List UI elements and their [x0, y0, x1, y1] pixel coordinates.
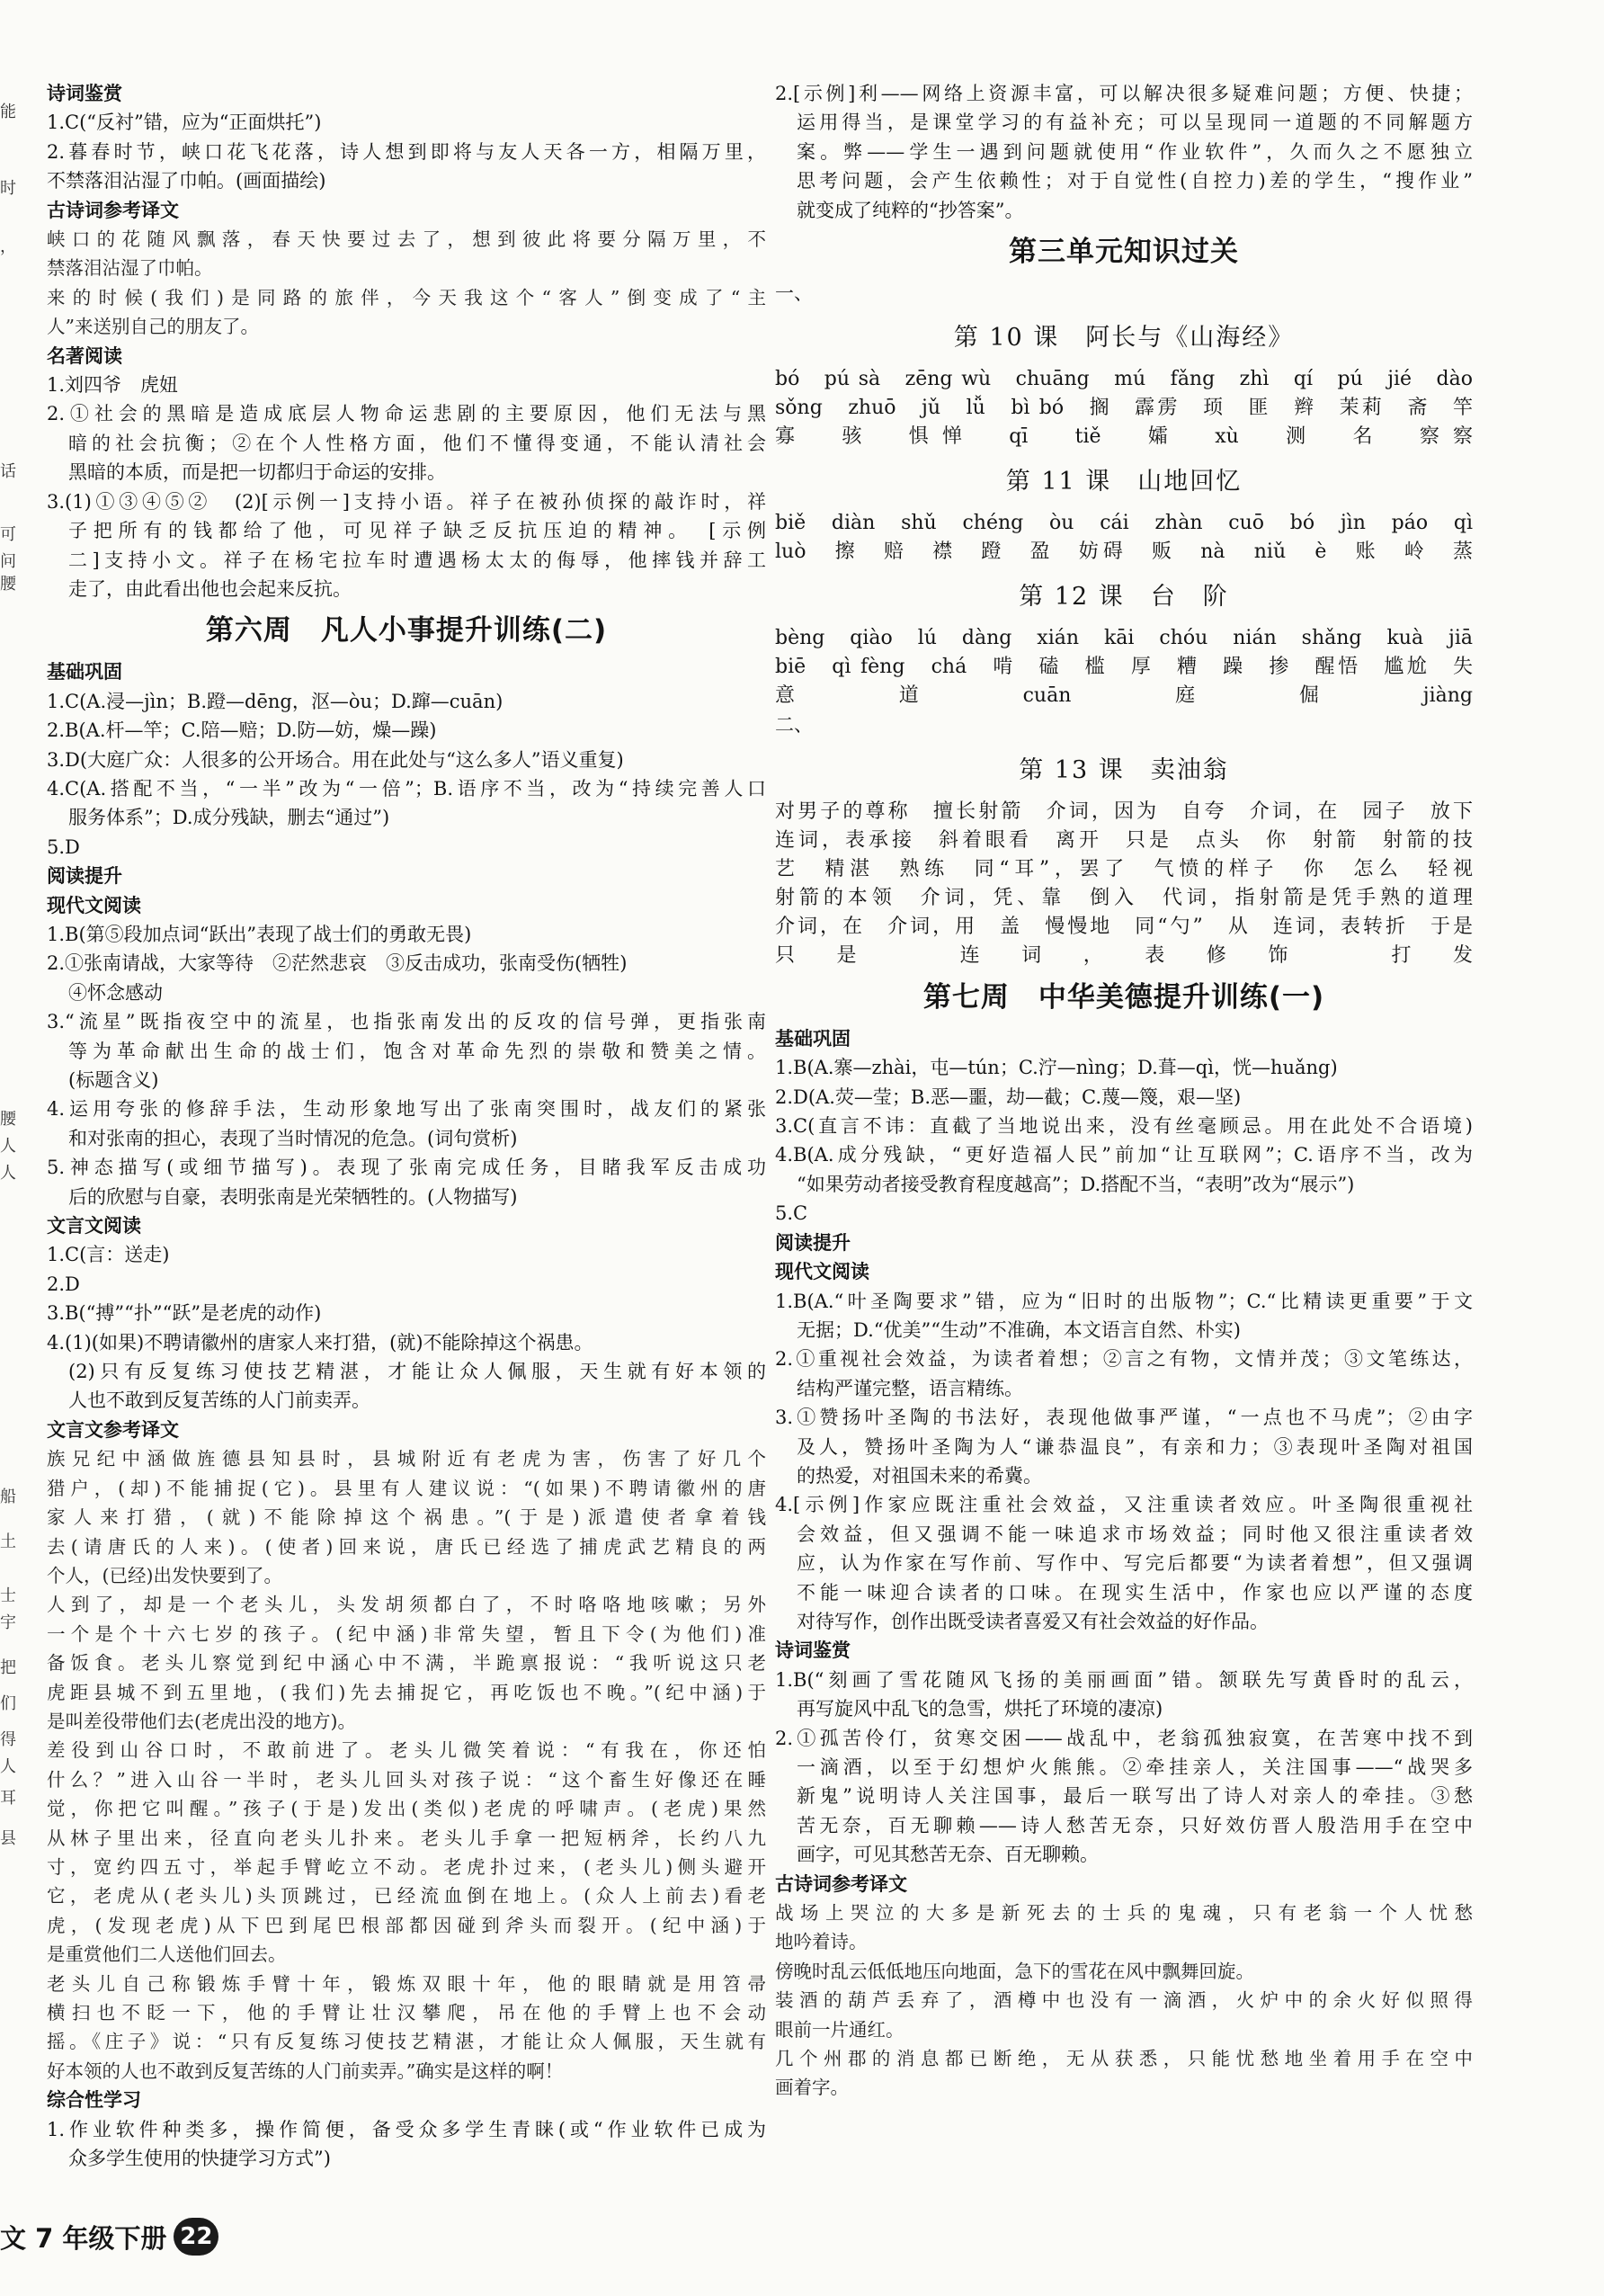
spine-char: 问 — [0, 552, 16, 571]
left-line-43: (2)只有反复练习使技艺精湛，才能让众人佩服，天生就有好本领的 — [68, 1361, 766, 1383]
left-line-34: 4.运用夸张的修辞手法，生动形象地写出了张南突围时，战友们的紧张 — [47, 1098, 766, 1121]
right-line-30: 3.C(直言不讳：直截了当地说出来，没有丝毫顾忌。用在此处不合语境) — [775, 1115, 1473, 1138]
left-trans-54: 虎距县城不到五里地，(我们)先去捕捉它，再吃饭也不晚。”(纪中涵)于 — [47, 1681, 766, 1703]
right-line-39: 结构严谨完整，语言精练。 — [797, 1377, 1023, 1399]
left-trans-6: 禁落泪沾湿了巾帕。 — [47, 257, 213, 280]
left-trans-60: 寸，宽约四五寸，举起手臂屹立不动。老虎扑过来，(老头儿)侧头避开 — [47, 1855, 766, 1878]
right-lesson-19: 第 13 课 卖油翁 — [1019, 755, 1229, 784]
spine-char: 士 — [0, 1586, 16, 1605]
left-line-2: 2.暮春时节，峡口花飞花落，诗人想到即将与友人天各一方，相隔万里， — [47, 140, 766, 163]
right-sub-35: 现代文阅读 — [775, 1261, 869, 1283]
left-sub-9: 名著阅读 — [47, 344, 122, 367]
left-line-11: 2.①社会的黑暗是造成底层人物命运悲剧的主要原因，他们无法与黑 — [47, 403, 766, 425]
left-sub-0: 诗词鉴赏 — [47, 83, 122, 104]
right-line-45: 应，认为作家在写作前、写作中、写完后都要“为读者着想”，但又强调 — [797, 1552, 1473, 1575]
left-line-15: 子把所有的钱都给了他，可见祥子缺乏反抗压迫的精神。 [示例 — [68, 520, 766, 542]
right-line-42: 的热爱，对祖国未来的希冀。 — [797, 1464, 1042, 1487]
right-line-44: 会效益，但又强调不能一味追求市场效益；同时他又很注重读者效 — [797, 1523, 1473, 1545]
right-vocab-9: sǒng zhuō jǔ lǚ bì bó 搁 霹雳 顼 匪 辫 茉莉 斋 竿 — [775, 397, 1473, 420]
right-line-3: 思考问题，会产生依赖性；对于自觉性(自控力)差的学生，“搜作业” — [797, 170, 1473, 192]
left-line-10: 1.刘四爷 虎妞 — [47, 374, 179, 397]
left-line-39: 1.C(言：送走) — [47, 1244, 170, 1266]
left-trans-67: 好本领的人也不敢到反复苦练的人门前卖弄。”确实是这样的啊！ — [47, 2059, 564, 2082]
left-trans-59: 从林子里出来，径直向老头儿扑来。老头儿手拿一把短柄斧，长约八九 — [47, 1827, 766, 1849]
right-vocab-25: 只是 连词，表修饰 打发 — [775, 943, 1473, 967]
left-line-35: 和对张南的担心，表现了当时情况的危急。(词句赏析) — [68, 1127, 518, 1149]
right-trans-57: 战场上哭泣的大多是新死去的士兵的鬼魂，只有老翁一个人忧愁 — [775, 1902, 1473, 1925]
spine-char: 腰 — [0, 575, 16, 594]
right-sub-48: 诗词鉴赏 — [775, 1639, 851, 1662]
left-line-21: 2.B(A.杆—竿；C.陪—赔；D.防—妨，燥—躁) — [47, 719, 437, 742]
right-vocab-20: 对男子的尊称 擅长射箭 介词，因为 自夸 介词，在 园子 放下 — [775, 800, 1473, 823]
left-line-1: 1.C(“反衬”错，应为“正面烘托”) — [47, 112, 322, 134]
left-sub-68: 综合性学习 — [47, 2089, 141, 2112]
left-sub-27: 现代文阅读 — [47, 894, 141, 916]
right-heading-26: 第七周 中华美德提升训练(一) — [922, 980, 1325, 1014]
right-line-51: 2.①孤苦伶仃，贫寒交困——战乱中，老翁孤独寂寞，在苦寒中找不到 — [775, 1727, 1473, 1749]
right-vocab-16: biē qì fèng chá 啃 磕 槛 厚 糟 躁 掺 醒悟 尴尬 失 — [775, 656, 1473, 679]
right-vocab-21: 连词，表承接 斜着眼看 离开 只是 点头 你 射箭 射箭的技 — [775, 828, 1473, 852]
left-trans-51: 人到了，却是一个老头儿，头发胡须都白了，不时咯咯地咳嗽；另外 — [47, 1594, 766, 1616]
left-trans-61: 它，老虎从(老头儿)头顶跳过，已经流血倒在地上。(众人上前去)看老 — [47, 1885, 766, 1907]
page-footer — [0, 2214, 218, 2259]
right-heading-5: 第三单元知识过关 — [1009, 236, 1239, 269]
spine-char: 宇 — [0, 1613, 16, 1632]
right-line-33: 5.C — [775, 1202, 808, 1225]
left-line-44: 人也不敢到反复苦练的人门前卖弄。 — [68, 1389, 370, 1412]
spine-char: 船 — [0, 1487, 16, 1506]
left-trans-47: 猎户，(却)不能捕捉(它)。县里有人建议说：“(如果)不聘请徽州的唐 — [47, 1477, 766, 1499]
right-line-49: 1.B(“刻画了雪花随风飞扬的美丽画面”错。颔联先写黄昏时的乱云， — [775, 1668, 1473, 1691]
left-line-22: 3.D(大庭广众：人很多的公开场合。用在此处与“这么多人”语义重复) — [47, 748, 624, 771]
right-line-6: 一、 — [775, 282, 813, 305]
spine-char: 可 — [0, 525, 16, 544]
right-line-54: 苦无奈，百无聊赖——诗人愁苦无奈，只好效仿晋人殷浩用手在空中 — [797, 1814, 1473, 1836]
right-lesson-7: 第 10 课 阿长与《山海经》 — [953, 324, 1295, 353]
right-lesson-11: 第 11 课 山地回忆 — [1005, 468, 1243, 496]
left-line-3: 不禁落泪沾湿了巾帕。(画面描绘) — [47, 170, 326, 192]
left-line-69: 1.作业软件种类多，操作简便，备受众多学生青睐(或“作业软件已成为 — [47, 2118, 766, 2140]
right-line-38: 2.①重视社会效益，为读者着想；②言之有物，文情并茂；③文笔练达， — [775, 1348, 1473, 1371]
right-line-55: 画字，可见其愁苦无奈、百无聊赖。 — [797, 1844, 1099, 1866]
spine-char: 腰 — [0, 1110, 16, 1129]
right-line-2: 案。弊——学生一遇到问题就使用“作业软件”，久而久之不愿独立 — [797, 140, 1473, 163]
left-line-37: 后的欣慰与自豪，表明张南是光荣牺牲的。(人物描写) — [68, 1185, 518, 1208]
left-trans-58: 觉，你把它叫醒。”孩子(于是)发出(类似)老虎的呼啸声。(老虎)果然 — [47, 1798, 766, 1820]
right-line-29: 2.D(A.荧—莹；B.恶—噩，劫—截；C.蔑—篾，艰—坚) — [775, 1085, 1242, 1108]
left-line-28: 1.B(第⑤段加点词“跃出”表现了战士们的勇敢无畏) — [47, 923, 472, 945]
left-trans-56: 差役到山谷口时，不敢前进了。老头儿微笑着说：“有我在，你还怕 — [47, 1739, 766, 1762]
spine-char: 得 — [0, 1730, 16, 1749]
right-trans-60: 装酒的葫芦丢弃了，酒樽中也没有一滴酒，火炉中的余火好似照得 — [775, 1989, 1473, 2012]
right-column — [775, 79, 1473, 2103]
left-trans-50: 个人，(已经)出发快要到了。 — [47, 1564, 282, 1586]
left-trans-55: 是叫差役带他们去(老虎出没的地方)。 — [47, 1710, 356, 1732]
right-lesson-14: 第 12 课 台 阶 — [1019, 583, 1229, 612]
right-sub-27: 基础巩固 — [775, 1027, 851, 1050]
right-line-32: “如果劳动者接受教育程度越高”；D.搭配不当，“表明”改为“展示”) — [797, 1173, 1355, 1195]
right-line-41: 及人，赞扬叶圣陶为人“谦恭温良”，有亲和力；③表现叶圣陶对祖国 — [797, 1435, 1473, 1458]
right-vocab-24: 介词，在 介词，用 盖 慢慢地 同“勺” 从 连词，表转折 于是 — [775, 915, 1473, 938]
right-line-47: 对待写作，创作出既受读者喜爱又有社会效益的好作品。 — [797, 1610, 1269, 1632]
left-heading-18: 第六周 凡人小事提升训练(二) — [205, 614, 608, 648]
left-line-30: ④怀念感动 — [68, 981, 163, 1004]
left-trans-8: 人”来送别自己的朋友了。 — [47, 316, 259, 338]
left-sub-38: 文言文阅读 — [47, 1215, 141, 1237]
right-vocab-22: 艺 精湛 熟练 同“耳”，罢了 气愤的样子 你 怎么 轻视 — [775, 857, 1473, 880]
spine-char: 人 — [0, 1137, 16, 1156]
left-trans-7: 来的时候(我们)是同路的旅伴，今天我这个“客人”倒变成了“主 — [47, 286, 766, 308]
right-line-28: 1.B(A.寨—zhài，屯—tún；C.泞—nìng；D.葺—qì，恍—huǎng) — [775, 1057, 1338, 1079]
left-trans-53: 备饭食。老头儿察觉到纪中涵心中不满，半跪禀报说：“我听说这只老 — [47, 1652, 766, 1675]
spine-margin — [0, 0, 16, 2296]
right-line-18: 二、 — [775, 714, 813, 737]
left-trans-62: 虎，(发现老虎)从下巴到尾巴根部都因碰到斧头而裂开。(纪中涵)于 — [47, 1914, 766, 1936]
left-trans-63: 是重赏他们二人送他们回去。 — [47, 1943, 287, 1966]
right-trans-59: 傍晚时乱云低低地压向地面，急下的雪花在风中飘舞回旋。 — [775, 1960, 1254, 1982]
spine-char: 人 — [0, 1164, 16, 1183]
right-line-53: 新鬼”说明诗人关注国事，最后一联写出了诗人对亲人的牵挂。③愁 — [797, 1785, 1473, 1808]
left-trans-49: 去(请唐氏的人来)。(使者)回来说，唐氏已经选了捕虎武艺精良的两 — [47, 1535, 766, 1558]
right-vocab-23: 射箭的本领 介词，凭、靠 倒入 代词，指射箭是凭手熟的道理 — [775, 886, 1473, 909]
right-sub-34: 阅读提升 — [775, 1231, 851, 1254]
left-trans-5: 峡口的花随风飘落，春天快要过去了，想到彼此将要分隔万里，不 — [47, 228, 766, 251]
left-trans-52: 一个是个十六七岁的孩子。(纪中涵)非常失望，暂且下令(为他们)准 — [47, 1622, 766, 1645]
right-trans-58: 地吟着诗。 — [775, 1931, 868, 1953]
right-line-36: 1.B(A.“叶圣陶要求”错，应为“旧时的出版物”；C.“比精读更重要”于文 — [775, 1290, 1473, 1312]
left-line-29: 2.①张南请战，大家等待 ②茫然悲哀 ③反击成功，张南受伤(牺牲) — [47, 952, 628, 975]
left-line-24: 服务体系”；D.成分残缺，删去“通过”) — [68, 807, 390, 829]
left-line-12: 暗的社会抗衡；②在个人性格方面，他们不懂得变通，不能认清社会 — [68, 432, 766, 454]
spine-char: 把 — [0, 1658, 16, 1677]
left-sub-19: 基础巩固 — [47, 661, 122, 683]
spine-char: ， — [0, 237, 16, 256]
spine-char: 时 — [0, 179, 16, 198]
left-line-42: 4.(1)(如果)不聘请徽州的唐家人来打猎，(就)不能除掉这个祸患。 — [47, 1331, 593, 1353]
left-line-14: 3.(1)①③④⑤② (2)[示例一]支持小语。祥子在被孙侦探的敲诈时，祥 — [47, 490, 766, 513]
left-trans-48: 家人来打猎，(就)不能除掉这个祸患。”(于是)派遣使者拿着钱 — [47, 1506, 766, 1529]
right-vocab-15: bèng qiào lú dàng xián kāi chóu nián shǎng kuà jiā — [775, 627, 1473, 650]
left-sub-45: 文言文参考译文 — [47, 1418, 179, 1441]
left-line-20: 1.C(A.浸—jìn；B.蹬—dēng，沤—òu；D.蹿—cuān) — [47, 690, 503, 712]
right-line-31: 4.B(A.成分残缺，“更好造福人民”前加“让互联网”；C.语序不当，改为 — [775, 1144, 1473, 1166]
left-line-33: (标题含义) — [68, 1069, 159, 1091]
left-line-25: 5.D — [47, 835, 80, 858]
left-sub-26: 阅读提升 — [47, 865, 122, 888]
left-trans-65: 横扫也不眨一下，他的手臂让壮汉攀爬，吊在他的手臂上也不会动 — [47, 2002, 766, 2024]
right-line-52: 一滴酒，以至于幻想炉火熊熊。②牵挂亲人，关注国事——“战哭多 — [797, 1756, 1473, 1778]
spine-char: 土 — [0, 1532, 16, 1551]
spine-char: 人 — [0, 1757, 16, 1776]
left-line-36: 5.神态描写(或细节描写)。表现了张南完成任务，目睹我军反击成功 — [47, 1157, 766, 1179]
left-column — [47, 79, 766, 2173]
right-line-46: 不能一味迎合读者的口味。在现实生活中，作家也应以严谨的态度 — [797, 1581, 1473, 1604]
right-line-43: 4.[示例]作家应既注重社会效益，又注重读者效应。叶圣陶很重视社 — [775, 1494, 1473, 1516]
left-line-17: 走了，由此看出他也会起来反抗。 — [68, 577, 352, 600]
right-line-50: 再写旋风中乱飞的急雪，烘托了环境的凄凉) — [797, 1698, 1163, 1720]
right-line-1: 运用得当，是课堂学习的有益补充；可以呈现同一道题的不同解题方 — [797, 112, 1473, 134]
left-trans-64: 老头儿自己称锻炼手臂十年，锻炼双眼十年，他的眼睛就是用笤帚 — [47, 1972, 766, 1995]
right-vocab-13: luò 擦 赔 襟 蹬 盈 妨碍 贩 nà niǔ è 账 岭 蒸 — [775, 540, 1473, 564]
spine-char: 能 — [0, 103, 16, 121]
left-line-70: 众多学生使用的快捷学习方式”) — [68, 2148, 331, 2170]
left-line-16: 二]支持小文。祥子在杨宅拉车时遭遇杨太太的侮辱，他摔钱并辞工 — [68, 549, 766, 571]
footer-grade-label: 文 7 年级下册 — [0, 2222, 167, 2254]
right-trans-63: 画着字。 — [775, 2077, 849, 2099]
right-sub-56: 古诗词参考译文 — [775, 1872, 907, 1895]
right-trans-62: 几个州郡的消息都已断绝，无从获悉，只能忧愁地坐着用手在空中 — [775, 2048, 1473, 2070]
left-trans-57: 什么？”进入山谷一半时，老头儿回头对孩子说：“这个畜生好像还在睡 — [47, 1768, 766, 1791]
page-number-badge: 22 — [174, 2218, 218, 2256]
spine-char: 县 — [0, 1829, 16, 1848]
right-line-40: 3.①赞扬叶圣陶的书法好，表现他做事严谨，“一点也不马虎”；②由字 — [775, 1407, 1473, 1429]
right-line-0: 2.[示例]利——网络上资源丰富，可以解决很多疑难问题；方便、快捷； — [775, 83, 1473, 104]
spine-char: 们 — [0, 1694, 16, 1713]
left-line-41: 3.B(“搏”“扑”“跃”是老虎的动作) — [47, 1302, 322, 1325]
left-line-32: 等为革命献出生命的战士们，饱含对革命先烈的崇敬和赞美之情。 — [68, 1040, 766, 1062]
left-line-40: 2.D — [47, 1273, 80, 1295]
right-vocab-17: 意 道 cuān 庭 倔 jiàng — [775, 684, 1473, 708]
right-vocab-12: biě diàn shǔ chéng òu cái zhàn cuō bó jìn páo qì — [775, 512, 1473, 535]
right-line-37: 无据；D.“优美”“生动”不准确，本文语言自然、朴实) — [797, 1318, 1241, 1341]
spine-char: 话 — [0, 462, 16, 481]
left-trans-66: 摇。《庄子》说：“只有反复练习使技艺精湛，才能让众人佩服，天生就有 — [47, 2031, 766, 2053]
right-trans-61: 眼前一片通红。 — [775, 2018, 904, 2041]
left-line-13: 黑暗的本质，而是把一切都归于命运的安排。 — [68, 461, 446, 484]
right-line-4: 就变成了纯粹的“抄答案”。 — [797, 199, 1024, 221]
spine-char: 耳 — [0, 1789, 16, 1808]
right-vocab-10: 寡 骇 惧惮 qī tiě 孀 xù 测 名 察察 — [775, 425, 1473, 449]
left-trans-46: 族兄纪中涵做旌德县知县时，县城附近有老虎为害，伤害了好几个 — [47, 1448, 766, 1470]
left-sub-4: 古诗词参考译文 — [47, 199, 179, 221]
right-vocab-8: bó pú sà zēng wù chuāng mú fǎng zhì qí pú jié dào — [775, 368, 1473, 391]
left-line-23: 4.C(A.搭配不当，“一半”改为“一倍”；B.语序不当，改为“持续完善人口 — [47, 777, 766, 800]
left-line-31: 3.“流星”既指夜空中的流星，也指张南发出的反攻的信号弹，更指张南 — [47, 1011, 766, 1033]
